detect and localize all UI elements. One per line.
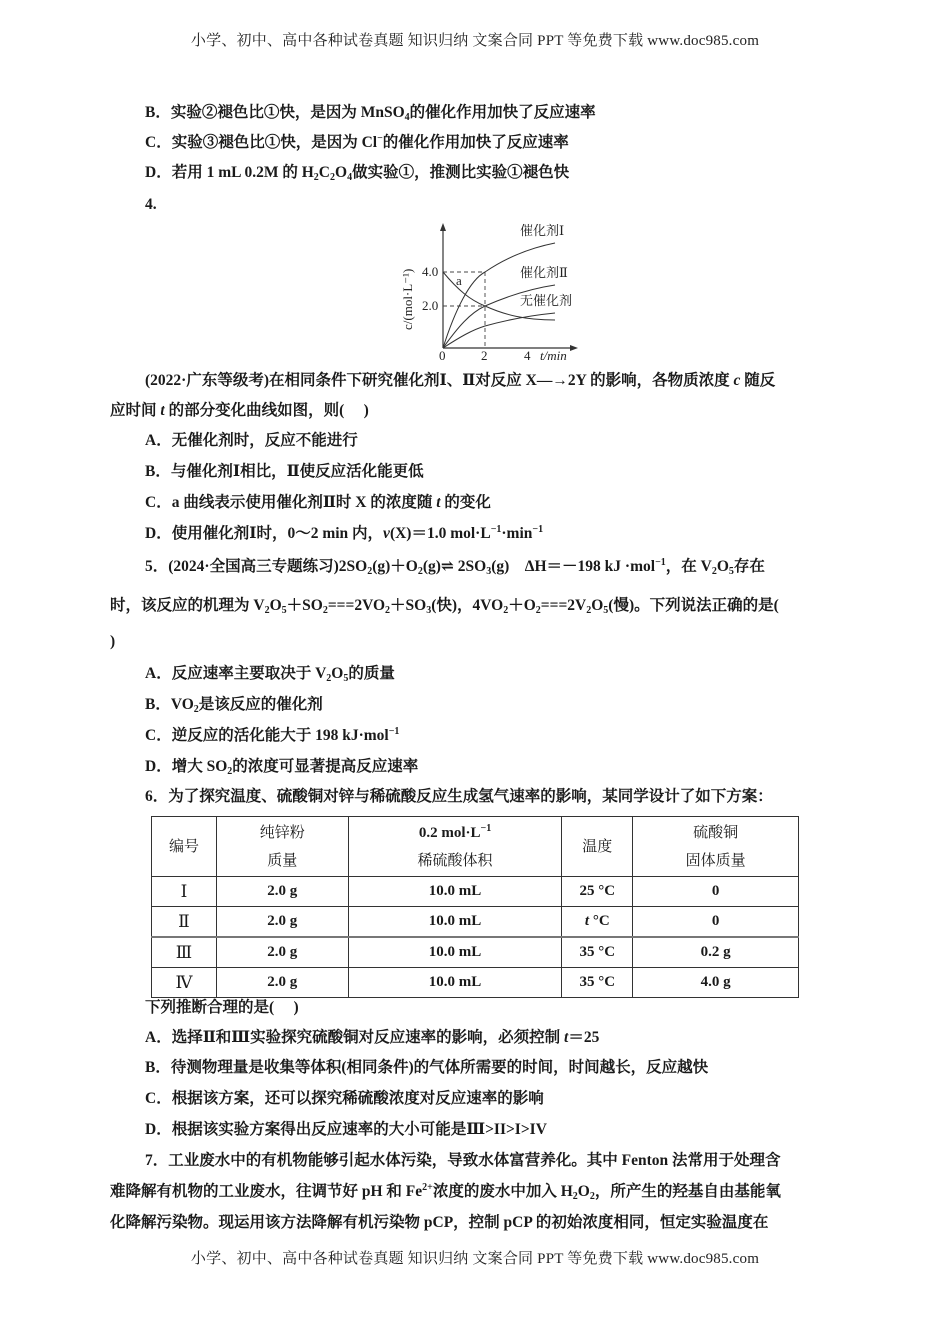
q4-option-d: D．使用催化剂Ⅰ时，0～2 min 内，v(X)＝1.0 $mol\cdot L^{-1}\cdot\min^{-1}$ [145,524,544,542]
y-tick-2: 2.0 [422,298,439,313]
q3-option-d: D．若用 1 mL 0.2M 的 $H_2C_2O_4$做实验①，推测比实验①褪色快 [145,164,570,183]
q7-stem-line1: 7．工业废水中的有机物能够引起水体污染，导致水体富营养化。其中 Fenton 法常用于处理含 [145,1152,781,1169]
q5-option-c: C．逆反应的活化能大于 198 kJ·mol$^{-1}$ [145,726,400,744]
y-tick-4: 4.0 [422,264,439,279]
table-header-row [152,817,799,877]
concentration-time-chart [380,215,600,360]
header-zinc: 纯锌粉 质量 [216,817,348,877]
q4-option-c: C．a 曲线表示使用催化剂Ⅱ时 X 的浓度随 t 的变化 [145,494,491,511]
q3-option-c: C．实验③褪色比①快，是因为 Cl−的催化作用加快了反应速率 [145,133,569,151]
q6-option-a: A．选择Ⅱ和Ⅲ实验探究硫酸铜对反应速率的影响，必须控制 t＝25 [145,1029,600,1046]
y-axis-arrow-icon [440,223,446,231]
q5-stem-line1: 5．(2024·全国高三专题练习)$2SO_2(g)+O_2(g)\rightleftharpoons$ $2SO_3(g)$ ΔH＝－198 kJ ·mol$^{-1}$，在 $V_2O_5$存在 [145,557,765,577]
header-acid: 0.2 $mol\cdot L^{-1}$ 稀硫酸体积 [348,817,562,877]
q5-stem-line2: 时，该反应的机理为 $V_2O_5+SO_2===2VO_2+SO_3$(快)，$4VO_2+O_2===2V_2O_5$(慢)。下列说法正确的是( [110,597,779,616]
curve-a-label: a [456,273,462,288]
page-footer: 小学、初中、高中各种试卷真题 知识归纳 文案合同 PPT 等免费下载 www.doc985.com [190,1251,760,1267]
q6-stem: 6．为了探究温度、硫酸铜对锌与稀硫酸反应生成氢气速率的影响，某同学设计了如下方案： [145,788,773,805]
q5-stem-line3: ) [110,633,116,650]
table-row: Ⅱ 2.0 g 10.0 mL t °C 0 [152,907,799,938]
x-tick-4: 4 [524,348,531,360]
q3-option-b: B．实验②褪色比①快，是因为 MnSO$_4$的催化作用加快了反应速率 [145,104,596,123]
header-id: 编号 [152,817,217,877]
header-temp: 温度 [562,817,633,877]
q4-stem-line1: (2022·广东等级考)在相同条件下研究催化剂Ⅰ、Ⅱ对反应 X―→2Y 的影响，各物质浓度 c 随反 [145,372,776,389]
q5-option-b: B．$VO_2$是该反应的催化剂 [145,696,323,715]
experiment-table [151,816,799,998]
legend-catalyst-2: 催化剂Ⅱ [520,265,568,280]
table-row: Ⅲ 2.0 g 10.0 mL 35 °C 0.2 g [152,937,799,968]
q5-option-a: A．反应速率主要取决于 $V_2O_5$的质量 [145,665,395,684]
x-axis-label: t/min [540,348,567,360]
q7-stem-line2: 难降解有机物的工业废水，往调节好 pH 和 $Fe^{2+}$浓度的废水中加入 $H_2O_2$，所产生的羟基自由基能氧 [110,1182,781,1202]
q4-option-a: A．无催化剂时，反应不能进行 [145,432,358,449]
q6-question: 下列推断合理的是( ) [145,999,299,1016]
q6-option-b: B．待测物理量是收集等体积(相同条件)的气体所需要的时间，时间越长，反应越快 [145,1059,709,1076]
legend-no-catalyst: 无催化剂 [520,293,573,308]
q7-stem-line3: 化降解污染物。现运用该方法降解有机污染物 pCP，控制 pCP 的初始浓度相同，恒定实验温度在 [110,1214,769,1231]
header-cuso4: 硫酸铜 固体质量 [633,817,799,877]
q6-option-c: C．根据该方案，还可以探究稀硫酸浓度对反应速率的影响 [145,1090,544,1107]
q4-stem-line2: 应时间 t 的部分变化曲线如图，则( ) [110,402,369,419]
q4-option-b: B．与催化剂Ⅰ相比，Ⅱ使反应活化能更低 [145,463,424,480]
table-row: Ⅳ 2.0 g 10.0 mL 35 °C 4.0 g [152,968,799,998]
q4-number: 4. [145,196,157,213]
page-header: 小学、初中、高中各种试卷真题 知识归纳 文案合同 PPT 等免费下载 www.doc985.com [190,33,760,49]
table-row: Ⅰ 2.0 g 10.0 mL 25 °C 0 [152,877,799,907]
q5-option-d: D．增大 $SO_2$的浓度可显著提高反应速率 [145,758,419,777]
x-axis-arrow-icon [570,345,578,351]
curve-no-catalyst [443,313,555,348]
x-tick-2: 2 [481,348,488,360]
q6-option-d: D．根据该实验方案得出反应速率的大小可能是Ⅲ>II>I>IV [145,1121,547,1138]
legend-catalyst-1: 催化剂Ⅰ [520,223,565,238]
x-tick-0: 0 [439,348,446,360]
y-axis-label: c/(mol·L⁻¹) [400,268,415,330]
